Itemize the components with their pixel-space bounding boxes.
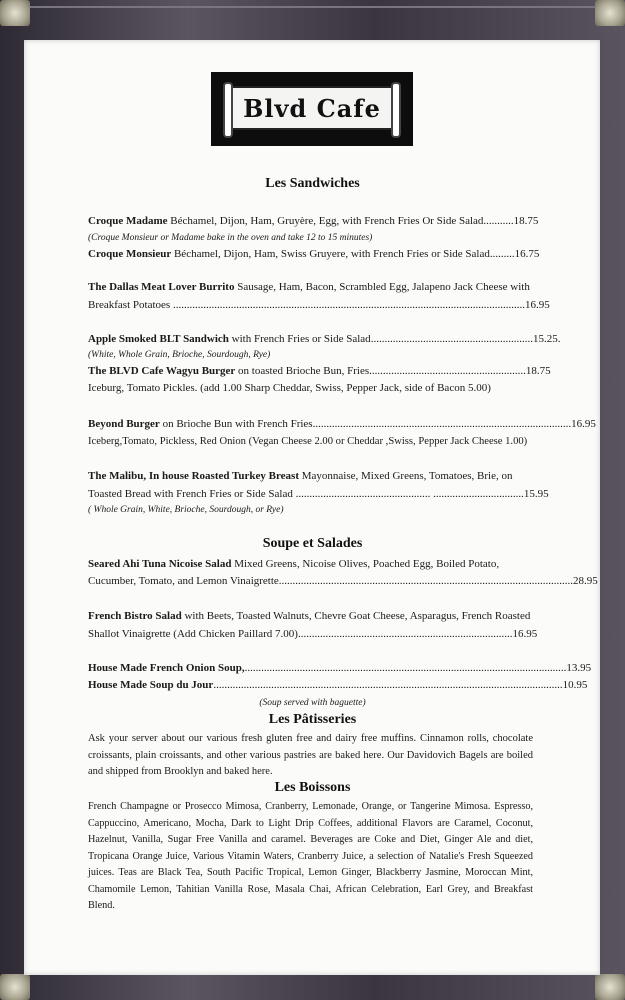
- item-name: The Dallas Meat Lover Burrito: [88, 281, 235, 293]
- item-desc: Béchamel, Dijon, Ham, Swiss Gruyere, with French Fries or Side Salad: [173, 248, 490, 260]
- menu-item-wagyu-line2: Iceburg, Tomato Pickles. (add 1.00 Sharp Cheddar, Swiss, Pepper Jack, side of Bacon 5.00): [88, 382, 491, 394]
- item-desc: Cucumber, Tomato, and Lemon Vinaigrette: [88, 575, 279, 587]
- corner-ornament-top-right: [595, 0, 625, 26]
- item-desc: Mixed Greens, Nicoise Olives, Poached Egg, Boiled Potato,: [234, 558, 500, 570]
- section-title-patisseries: Les Pâtisseries: [268, 712, 357, 727]
- menu-item-burrito: [88, 280, 530, 294]
- item-name: French Bistro Salad: [88, 610, 182, 622]
- menu-item-ahi-line2: Cucumber, Tomato, and Lemon Vinaigrette...........................................................................................................28.95: [88, 575, 598, 587]
- menu-item-wagyu: The BLVD Cafe Wagyu Burger on toasted Brioche Bun, Fries.........................................................18.75: [88, 365, 551, 377]
- item-desc: Shallot Vinaigrette (Add Chicken Paillard 7.00): [88, 628, 298, 640]
- item-desc: with French Fries or Side Salad: [231, 333, 371, 345]
- section-title-soupe: Soupe et Salades: [262, 536, 363, 551]
- soup-note: (Soup served with baguette): [259, 698, 366, 708]
- menu-item-ahi: [88, 557, 499, 571]
- item-desc: Toasted Bread with French Fries or Side Salad: [88, 488, 293, 500]
- item-name: Beyond Burger: [88, 418, 160, 430]
- item-desc: Mayonnaise, Mixed Greens, Tomatoes, Brie, on: [301, 470, 513, 482]
- item-name: Seared Ahi Tuna Nicoise Salad: [88, 558, 232, 570]
- menu-item-malibu: [88, 469, 512, 483]
- menu-item-beyond: Beyond Burger on Brioche Bun with French Fries..............................................................................................16.95: [88, 418, 596, 430]
- item-name: Croque Madame: [88, 215, 168, 227]
- item-price: 16.95: [571, 418, 596, 430]
- menu-item-soup-du-jour: House Made Soup du Jour...............................................................................................................................10.95: [88, 679, 588, 691]
- item-price: 10.95: [562, 679, 588, 691]
- logo-text: Blvd Cafe: [231, 86, 393, 130]
- item-name: House Made French Onion Soup,: [88, 662, 245, 674]
- item-desc: on toasted Brioche Bun, Fries: [238, 365, 370, 377]
- item-price: 16.95: [512, 628, 538, 640]
- item-desc: Sausage, Ham, Bacon, Scrambled Egg, Jalapeno Jack Cheese with: [237, 281, 530, 293]
- menu-item-croque-monsieur: Croque Monsieur Béchamel, Dijon, Ham, Swiss Gruyere, with French Fries or Side Salad.........16.75: [88, 248, 540, 260]
- item-price: 15.95: [523, 488, 549, 500]
- item-price: 16.75: [514, 248, 540, 260]
- item-desc: Breakfast Potatoes: [88, 299, 171, 311]
- blt-note: (White, Whole Grain, Brioche, Sourdough, Rye): [88, 350, 271, 360]
- item-name: The Malibu, In house Roasted Turkey Breast: [88, 470, 299, 482]
- item-name: Apple Smoked BLT Sandwich: [88, 333, 229, 345]
- patisseries-text: Ask your server about our various fresh gluten free and dairy free muffins. Cinnamon rolls, chocolate croissants, plain croissants, and other various pastries are baked here. Our Davidovich Bagels are boiled and shipped from Brooklyn and baked here.: [88, 733, 533, 777]
- item-price: 15.25.: [532, 333, 561, 345]
- item-price: 18.75: [513, 215, 539, 227]
- item-price: 13.95: [566, 662, 592, 674]
- item-price: 18.75: [525, 365, 551, 377]
- menu-item-croque-madame: Croque Madame Béchamel, Dijon, Ham, Gruyère, Egg, with French Fries Or Side Salad...........18.75: [88, 215, 539, 227]
- item-name: House Made Soup du Jour: [88, 679, 214, 691]
- corner-ornament-top-left: [0, 0, 30, 26]
- logo: [211, 72, 413, 146]
- croque-note: (Croque Monsieur or Madame bake in the oven and take 12 to 15 minutes): [88, 233, 373, 243]
- item-desc: Béchamel, Dijon, Ham, Gruyère, Egg, with French Fries Or Side Salad: [170, 215, 484, 227]
- boissons-text: French Champagne or Prosecco Mimosa, Cranberry, Lemonade, Orange, or Tangerine Mimosa. Espresso, Cappuccino, Americano, Mocha, Dark to Light Drip Coffees, additional Flavors are Caramel, Coconut, Hazelnut, Vanilla, Sugar Free Vanilla and caramel. Beverages are Coke and Diet, Ginger Ale and diet, Tropicana Orange Juice, Various Vitamin Waters, Cranberry Juice, a selection of Natalie's Fresh Squeezed juices. Teas are Black Tea, South Pacific Tropical, Lemon Ginger, Blackberry Jasmine, Moroccan Mint, Chamomile Lemon, Tahitian Vanilla Rose, Masala Chai, African Celebration, Earl Grey, and Breakfast Blend.: [88, 801, 533, 911]
- menu-item-bistro: [88, 609, 530, 623]
- item-price: 28.95: [573, 575, 598, 587]
- menu-item-malibu-line2: Toasted Bread with French Fries or Side Salad ................................................. .................................15.95: [88, 488, 549, 500]
- menu-item-blt: Apple Smoked BLT Sandwich with French Fries or Side Salad...........................................................15.25.: [88, 333, 561, 345]
- item-name: Croque Monsieur: [88, 248, 172, 260]
- item-price: 16.95: [524, 299, 550, 311]
- corner-ornament-bottom-left: [0, 974, 30, 1000]
- menu-item-bistro-line2: Shallot Vinaigrette (Add Chicken Paillard 7.00)..............................................................................16.95: [88, 628, 538, 640]
- section-title-sandwiches: Les Sandwiches: [265, 176, 360, 191]
- malibu-note: ( Whole Grain, White, Brioche, Sourdough, or Rye): [88, 505, 284, 515]
- menu-item-beyond-line2: Iceberg,Tomato, Pickless, Red Onion (Vegan Cheese 2.00 or Cheddar ,Swiss, Pepper Jack Cheese 1.00): [88, 436, 528, 447]
- menu-item-burrito-line2: Breakfast Potatoes ................................................................................................................................16.95: [88, 299, 550, 311]
- item-desc: with Beets, Toasted Walnuts, Chevre Goat Cheese, Asparagus, French Roasted: [184, 610, 531, 622]
- item-desc: on Brioche Bun with French Fries: [162, 418, 313, 430]
- section-title-boissons: Les Boissons: [274, 780, 351, 795]
- corner-ornament-bottom-right: [595, 974, 625, 1000]
- item-name: The BLVD Cafe Wagyu Burger: [88, 365, 236, 377]
- menu-item-onion-soup: House Made French Onion Soup,.....................................................................................................................13.95: [88, 662, 592, 674]
